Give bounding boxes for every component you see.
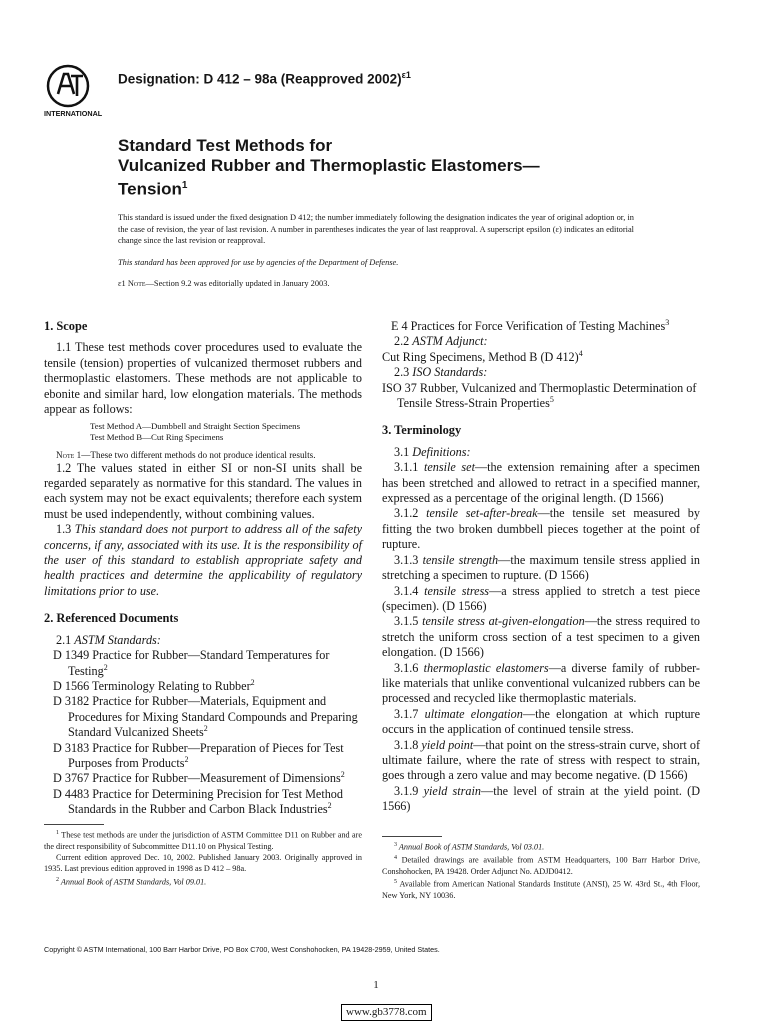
footnote-1 — [44, 828, 362, 852]
paragraph-1-3-number: 1.3 — [56, 522, 75, 537]
designation-text: Designation: D 412 – 98a (Reapproved 2002) — [118, 71, 402, 87]
test-method-list — [90, 421, 362, 442]
epsilon-note — [118, 278, 634, 290]
reference-e4 — [382, 319, 700, 334]
definition-item — [382, 738, 700, 784]
test-method-a: Test Method A—Dumbbell and Straight Section Specimens — [90, 421, 300, 432]
definition-item — [382, 553, 700, 584]
footnotes-right — [382, 840, 700, 901]
paragraph-2-1 — [44, 633, 362, 648]
definition-number: 3.1.2 — [394, 506, 427, 521]
title-line-1: Standard Test Methods for — [118, 136, 333, 155]
reference-item — [44, 679, 362, 694]
definition-text: —the stress required to stretch the uniform cross section of a test specimen to a given elongation. (D 1566) — [382, 614, 700, 660]
note-1-text: 1—These two different methods do not produce identical results. — [74, 449, 316, 460]
paragraph-1-3-text: This standard does not purport to address all of the safety concerns, if any, associated with its use. It is the responsibility of the user of this standard to establish appropriate safety and health practices and determine the applicability of regulatory limitations prior to use. — [44, 522, 362, 598]
footnote-3-mark: 3 — [394, 842, 397, 848]
footnote-3 — [382, 840, 700, 853]
reference-text: D 3767 Practice for Rubber—Measurement of Dimensions — [53, 771, 341, 786]
epsilon-note-label: Note — [127, 279, 146, 288]
iso-text: ISO 37 Rubber, Vulcanized and Thermoplastic Determination of Tensile Stress-Strain Properties — [382, 380, 697, 411]
definition-item — [382, 584, 700, 615]
definition-number: 3.1.8 — [394, 737, 422, 752]
definition-term: yield strain — [423, 783, 482, 798]
definition-term: tensile set — [424, 460, 475, 475]
paragraph-2-2 — [382, 334, 700, 349]
definition-term: tensile stress at-given-elongation — [422, 614, 585, 629]
scope-heading: 1. Scope — [44, 319, 88, 333]
footnote-1-mark: 1 — [56, 830, 59, 836]
definition-item — [382, 784, 700, 815]
reference-text: D 1349 Practice for Rubber—Standard Temperatures for Testing — [53, 648, 330, 678]
test-method-b: Test Method B—Cut Ring Specimens — [90, 432, 224, 443]
title-line-3: Tension — [118, 179, 182, 199]
reference-text: D 1566 Terminology Relating to Rubber — [53, 678, 251, 693]
definition-number: 3.1.3 — [394, 552, 423, 567]
definition-term: thermoplastic elastomers — [423, 660, 549, 675]
definition-text: —the tensile set measured by fitting the two broken dumbbell pieces together at the point of rupture. — [382, 506, 700, 552]
reference-item — [44, 771, 362, 786]
right-column — [382, 316, 700, 815]
definition-text: —the level of strain at the yield point. (D 1566) — [382, 783, 700, 814]
paragraph-2-1-label: ASTM Standards: — [74, 632, 161, 647]
paragraph-3-1-label: Definitions: — [412, 444, 471, 459]
dod-approval-statement: This standard has been approved for use by agencies of the Department of Defense. — [118, 258, 399, 267]
paragraph-3-1 — [382, 445, 700, 460]
definition-text: —the maximum tensile stress applied in stretching a specimen to rupture. (D 1566) — [382, 552, 701, 583]
title-footnote-mark: 1 — [181, 180, 188, 191]
definition-text: —a stress applied to stretch a test piece (specimen). (D 1566) — [382, 583, 701, 613]
footnote-5-mark: 5 — [394, 879, 397, 886]
definition-text: —the elongation at which rupture occurs in the application of continued tensile stress. — [382, 706, 701, 737]
paragraph-1-2: 1.2 The values stated in either SI or non-SI units shall be regarded separately as normative for this standard. The values in each system may not be exact equivalents; therefore each system must be used independently, without combining values. — [44, 460, 362, 521]
astm-reference-list — [44, 648, 362, 817]
note-1-label: Note — [56, 449, 75, 460]
footnote-4 — [382, 853, 700, 877]
designation-epsilon: ε1 — [401, 70, 411, 80]
paragraph-2-1-number: 2.1 — [56, 632, 75, 647]
definition-number: 3.1.7 — [394, 706, 425, 721]
definition-list — [382, 460, 700, 814]
reference-footnote: 2 — [250, 677, 255, 687]
epsilon-note-text: —Section 9.2 was editorially updated in January 2003. — [145, 279, 330, 288]
reference-text: D 3182 Practice for Rubber—Materials, Equipment and Procedures for Mixing Standard Compounds and Preparing Standard Vulcanized Sheets — [53, 694, 358, 740]
footnote-5-text: Available from American National Standards Institute (ANSI), 25 W. 43rd St., 4th Floor, New York, NY 10036. — [382, 879, 700, 901]
reference-e4-footnote: 3 — [665, 317, 670, 327]
footnote-2 — [44, 875, 362, 888]
footnote-4-mark: 4 — [394, 854, 397, 861]
reference-text: D 3183 Practice for Rubber—Preparation of Pieces for Test Purposes from Products — [53, 740, 344, 770]
title-line-2: Vulcanized Rubber and Thermoplastic Elastomers— — [118, 156, 540, 175]
definition-term: tensile strength — [422, 552, 499, 567]
reference-footnote: 2 — [340, 770, 345, 780]
footnote-1-edition: Current edition approved Dec. 10, 2002. Published January 2003. Originally approved in 1935. Last previous edition approved in 1998 as D 412 – 98a. — [44, 853, 362, 874]
definition-item — [382, 661, 700, 707]
definition-number: 3.1.5 — [394, 614, 423, 629]
footnote-rule-left — [44, 824, 104, 825]
astm-logo — [44, 64, 110, 120]
adjunct-footnote: 4 — [578, 348, 583, 358]
footnote-3-text: Annual Book of ASTM Standards, Vol 03.01. — [397, 842, 545, 852]
svg-text:INTERNATIONAL: INTERNATIONAL — [44, 109, 103, 118]
paragraph-2-3 — [382, 365, 700, 380]
designation — [118, 70, 411, 87]
definition-number: 3.1.1 — [394, 460, 424, 475]
reference-item — [44, 787, 362, 818]
footnote-2-text: Annual Book of ASTM Standards, Vol 09.01. — [59, 877, 207, 887]
paragraph-2-3-label: ISO Standards: — [412, 365, 488, 380]
adjunct-text: Cut Ring Specimens, Method B (D 412) — [382, 349, 579, 364]
definition-item — [382, 707, 700, 738]
paragraph-2-2-label: ASTM Adjunct: — [412, 334, 488, 349]
reference-item — [44, 741, 362, 772]
footnotes-left — [44, 828, 362, 887]
referenced-documents-heading: 2. Referenced Documents — [44, 611, 179, 626]
definition-number: 3.1.9 — [394, 783, 424, 798]
reference-footnote: 2 — [184, 754, 189, 764]
definition-item — [382, 506, 700, 552]
definition-term: yield point — [421, 737, 474, 752]
footnote-2-mark: 2 — [56, 876, 59, 883]
terminology-heading: 3. Terminology — [382, 423, 462, 438]
definition-term: tensile set-after-break — [426, 506, 538, 521]
footnote-1-text: These test methods are under the jurisdiction of ASTM Committee D11 on Rubber and are the direct responsibility of Subcommittee D11.10 on Physical Testing. — [44, 830, 362, 851]
iso-reference — [382, 381, 700, 412]
paragraph-2-3-number: 2.3 — [394, 365, 413, 380]
reference-item — [44, 694, 362, 740]
definition-number: 3.1.6 — [394, 660, 424, 675]
reference-item — [44, 648, 362, 679]
page-number: 1 — [373, 979, 379, 991]
reference-e4-text: E 4 Practices for Force Verification of Testing Machines — [391, 319, 666, 333]
reference-footnote: 2 — [327, 801, 332, 811]
definition-text: —a diverse family of rubber-like materials that unlike conventional vulcanized rubbers can be processed and recycled like thermoplastic materials. — [382, 660, 700, 706]
note-1 — [44, 449, 362, 461]
paragraph-1-1: 1.1 These test methods cover procedures used to evaluate the tensile (tension) properties of vulcanized thermoset rubbers and thermoplastic elastomers. These methods are not applicable to ebonite and similar hard, low elongation materials. The methods appear as follows: — [44, 340, 362, 417]
footnote-rule-right — [382, 836, 442, 837]
definition-text: —that point on the stress-strain curve, short of ultimate failure, where the rate of stress with respect to strain, goes through a zero value and may become negative. (D 1566) — [382, 737, 700, 783]
epsilon-mark: ε1 — [118, 279, 126, 288]
reference-text: D 4483 Practice for Determining Precision for Test Method Standards in the Rubber and Carbon Black Industries — [53, 786, 343, 817]
paragraph-3-1-number: 3.1 — [394, 444, 413, 459]
reference-footnote: 2 — [203, 724, 208, 734]
definition-term: ultimate elongation — [424, 706, 523, 721]
paragraph-2-2-number: 2.2 — [394, 334, 413, 349]
definition-item — [382, 614, 700, 660]
footnote-4-text: Detailed drawings are available from ASTM Headquarters, 100 Barr Harbor Drive, Conshohocken, PA 19428. Order Adjunct No. ADJD0412. — [382, 855, 700, 876]
definition-term: tensile stress — [424, 583, 490, 598]
document-title — [118, 136, 540, 200]
reference-footnote: 2 — [103, 662, 108, 672]
paragraph-1-3 — [44, 522, 362, 599]
footnote-5 — [382, 877, 700, 901]
definition-item — [382, 460, 700, 506]
issue-statement: This standard is issued under the fixed designation D 412; the number immediately following the designation indicates the year of original adoption or, in the case of revision, the year of last revision. A number in parentheses indicates the year of last reapproval. A superscript epsilon (ε) indicates an editorial change since the last revision or reapproval. — [118, 213, 634, 245]
copyright-notice: Copyright © ASTM International, 100 Barr Harbor Drive, PO Box C700, West Conshohocken, PA 19428-2959, United States. — [44, 945, 440, 954]
adjunct-reference — [382, 350, 700, 365]
iso-footnote: 5 — [549, 394, 554, 404]
left-column — [44, 316, 362, 818]
definition-text: —the extension remaining after a specimen has been stretched and allowed to retract in a specified manner, expressed as a percentage of the original length. (D 1566) — [382, 460, 701, 506]
watermark-url: www.gb3778.com — [341, 1004, 432, 1021]
definition-number: 3.1.4 — [394, 583, 425, 598]
